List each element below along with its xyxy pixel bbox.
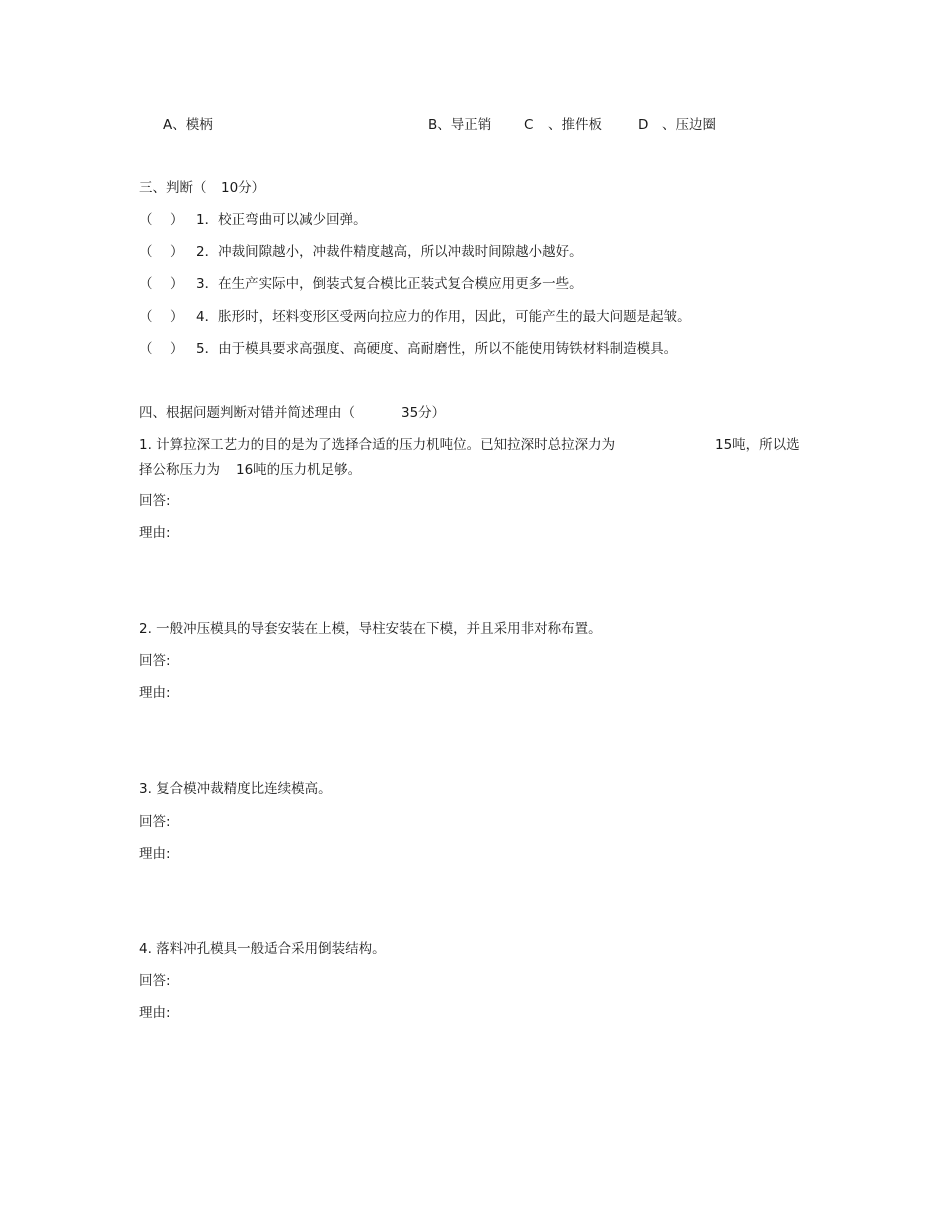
option-d-text: 、压边圈 [662,117,716,133]
option-a: A、模柄 [163,117,213,133]
reason-label: 理由: [139,846,171,862]
judge-paren-open: （ [139,341,153,357]
judge-text-3: 3．在生产实际中，倒装式复合模比正装式复合模应用更多一些。 [196,276,583,292]
reason-label: 理由: [139,685,171,701]
question-3: 3. 复合模冲裁精度比连续模高。 [139,781,332,797]
reason-label: 理由: [139,525,171,541]
judge-paren-close: ） [170,341,184,357]
judge-text-1: 1．校正弯曲可以减少回弹。 [196,212,367,228]
answer-label: 回答: [139,653,171,669]
section4-title-score: 35分） [401,405,446,421]
option-d-letter: D [638,117,649,133]
judge-text-5: 5．由于模具要求高强度、高硬度、高耐磨性，所以不能使用铸铁材料制造模具。 [196,341,678,357]
option-b: B、导正销 [428,117,492,133]
question-4: 4. 落料冲孔模具一般适合采用倒装结构。 [139,941,386,957]
reason-label: 理由: [139,1005,171,1021]
section3-title-prefix: 三、判断（ [139,180,207,196]
judge-text-4: 4．胀形时，坯料变形区受两向拉应力的作用，因此，可能产生的最大问题是起皱。 [196,309,691,325]
answer-label: 回答: [139,814,171,830]
judge-paren-open: （ [139,309,153,325]
question-1-line1: 1. 计算拉深工艺力的目的是为了选择合适的压力机吨位。已知拉深时总拉深力为 [139,437,616,453]
judge-paren-open: （ [139,244,153,260]
judge-paren-close: ） [170,309,184,325]
question-1-line2: 择公称压力为 [139,462,220,478]
question-2: 2. 一般冲压模具的导套安装在上模，导柱安装在下模，并且采用非对称布置。 [139,621,602,637]
judge-text-2: 2．冲裁间隙越小，冲裁件精度越高，所以冲裁时间隙越小越好。 [196,244,583,260]
option-c-text: 、推件板 [548,117,602,133]
judge-paren-open: （ [139,276,153,292]
judge-paren-close: ） [170,212,184,228]
answer-label: 回答: [139,973,171,989]
section3-title-score: 10分） [221,180,266,196]
option-c-letter: C [524,117,534,133]
judge-paren-close: ） [170,244,184,260]
question-1-line1-tail: 15吨，所以选 [715,437,800,453]
judge-paren-open: （ [139,212,153,228]
answer-label: 回答: [139,493,171,509]
question-1-line2-tail: 16吨的压力机足够。 [236,462,362,478]
section4-title-prefix: 四、根据问题判断对错并简述理由（ [139,405,355,421]
judge-paren-close: ） [170,276,184,292]
